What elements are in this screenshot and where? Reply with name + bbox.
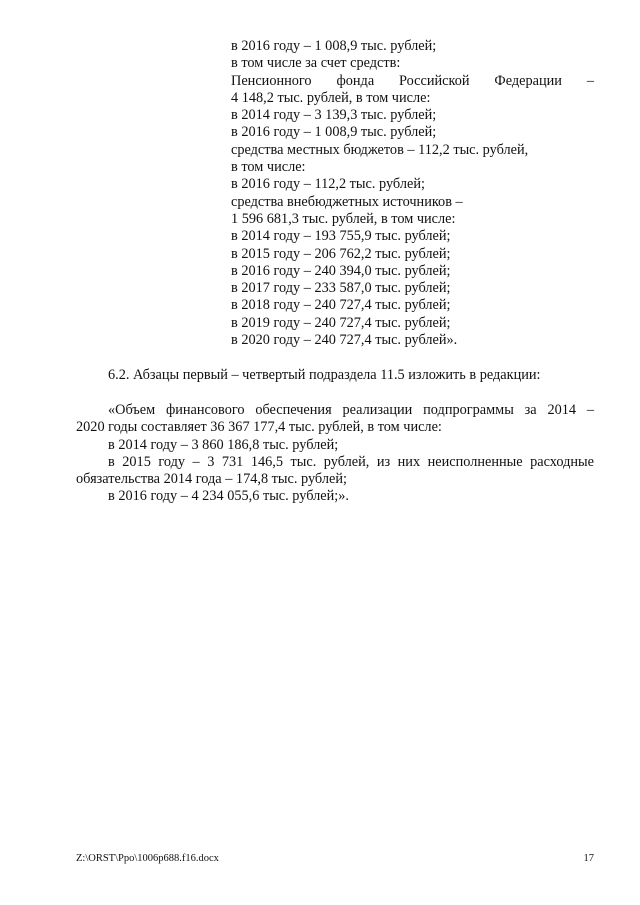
list-line: в 2016 году – 1 008,9 тыс. рублей; <box>231 124 437 141</box>
list-line: в 2014 году – 3 139,3 тыс. рублей; <box>231 107 437 124</box>
funding-list <box>231 38 594 349</box>
list-line: в 2016 году – 1 008,9 тыс. рублей; <box>231 38 437 54</box>
list-line: Пенсионного фонда Российской Федерации – <box>231 72 594 89</box>
quote-line: «Объем финансового обеспечения реализации подпрограммы за 2014 – <box>108 402 594 418</box>
list-line: в 2015 году – 206 762,2 тыс. рублей; <box>231 245 451 262</box>
list-line: в том числе: <box>231 159 306 176</box>
list-line: средства внебюджетных источников – <box>231 193 463 210</box>
list-line: в 2020 году – 240 727,4 тыс. рублей». <box>231 332 458 349</box>
footer-file-path: Z:\ORST\Ppo\1006p688.f16.docx <box>76 853 219 864</box>
list-line: 1 596 681,3 тыс. рублей, в том числе: <box>231 210 456 227</box>
page-number: 17 <box>583 853 594 864</box>
list-line: в том числе за счет средств: <box>231 55 401 72</box>
list-line: в 2018 году – 240 727,4 тыс. рублей; <box>231 297 451 314</box>
list-line: в 2016 году – 240 394,0 тыс. рублей; <box>231 262 451 279</box>
list-line: в 2019 году – 240 727,4 тыс. рублей; <box>231 314 451 331</box>
section-heading: 6.2. Абзацы первый – четвертый подраздела 11.5 изложить в редакции: <box>108 367 541 383</box>
quote-line: в 2014 году – 3 860 186,8 тыс. рублей; <box>108 436 339 453</box>
list-line: в 2016 году – 112,2 тыс. рублей; <box>231 176 425 193</box>
quoted-paragraphs <box>76 402 594 506</box>
quote-line: 2020 годы составляет 36 367 177,4 тыс. рублей, в том числе: <box>76 419 442 436</box>
list-line: в 2014 году – 193 755,9 тыс. рублей; <box>231 228 451 245</box>
quote-line: в 2016 году – 4 234 055,6 тыс. рублей;». <box>108 488 349 505</box>
list-line: средства местных бюджетов – 112,2 тыс. рублей, <box>231 141 529 158</box>
list-line: 4 148,2 тыс. рублей, в том числе: <box>231 89 431 106</box>
quote-line: обязательства 2014 года – 174,8 тыс. рублей; <box>76 471 347 488</box>
quote-line: в 2015 году – 3 731 146,5 тыс. рублей, из них неисполненные расходные <box>108 453 594 470</box>
list-line: в 2017 году – 233 587,0 тыс. рублей; <box>231 280 451 297</box>
